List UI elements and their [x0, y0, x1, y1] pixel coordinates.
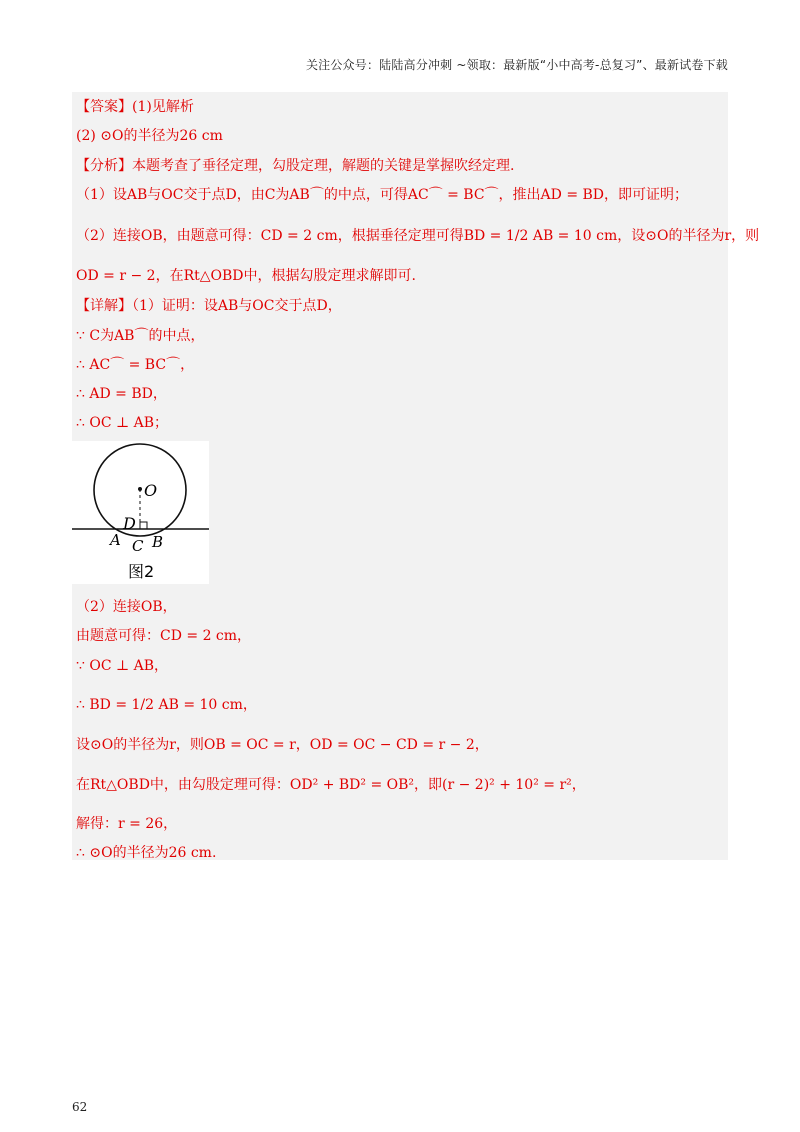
analysis-step1-line: （1）设AB与OC交于点D，由C为AB⌒的中点，可得AC⌒ = BC⌒，推出AD = BD，即可证明；	[76, 187, 689, 203]
proof-step-line: ∴ OC ⊥ AB；	[76, 415, 169, 431]
geometry-figure	[72, 441, 209, 584]
figure-caption: 图2	[128, 562, 155, 581]
circle-tangent-diagram	[72, 441, 209, 584]
part2-step-line: 在Rt△OBD中，由勾股定理可得：OD² + BD² = OB²，即(r − 2)² + 10² = r²，	[76, 777, 586, 793]
label-c: C	[132, 537, 144, 555]
answer-part2-line: (2) ⊙O的半径为26 cm	[76, 128, 223, 144]
page-header: 关注公众号：陆陆高分冲刺 ~领取：最新版“小中高考-总复习”、最新试卷下载	[305, 58, 728, 72]
label-a: A	[110, 531, 121, 549]
label-d: D	[123, 514, 136, 533]
part2-conclusion-line: ∴ ⊙O的半径为26 cm.	[76, 845, 217, 861]
answer-line: 【答案】(1)见解析	[76, 99, 194, 115]
analysis-step2-line: （2）连接OB，由题意可得：CD = 2 cm，根据垂径定理可得BD = 1/2 AB = 10 cm，设⊙O的半径为r，则	[76, 228, 760, 244]
right-angle-mark	[140, 522, 147, 529]
part2-heading-line: （2）连接OB，	[76, 599, 177, 615]
part2-step-line: 由题意可得：CD = 2 cm，	[76, 628, 252, 644]
part2-step-line: 解得：r = 26，	[76, 816, 178, 832]
proof-step-line: ∴ AD = BD，	[76, 386, 167, 402]
page-number: 62	[72, 1100, 88, 1114]
label-o: O	[144, 481, 158, 500]
part2-step-line: ∵ OC ⊥ AB，	[76, 658, 169, 674]
part2-step-line: ∴ BD = 1/2 AB = 10 cm，	[76, 697, 257, 713]
analysis-step2-cont-line: OD = r − 2，在Rt△OBD中，根据勾股定理求解即可.	[76, 268, 416, 284]
label-b: B	[152, 533, 164, 551]
proof-step-line: ∵ C为AB⌒的中点，	[76, 328, 205, 344]
detail-heading-line: 【详解】（1）证明：设AB与OC交于点D，	[76, 298, 342, 314]
part2-step-line: 设⊙O的半径为r，则OB = OC = r，OD = OC − CD = r − 2，	[76, 737, 489, 753]
proof-step-line: ∴ AC⌒ = BC⌒，	[76, 357, 195, 373]
analysis-line: 【分析】本题考查了垂径定理，勾股定理，解题的关键是掌握吹经定理.	[76, 158, 515, 174]
